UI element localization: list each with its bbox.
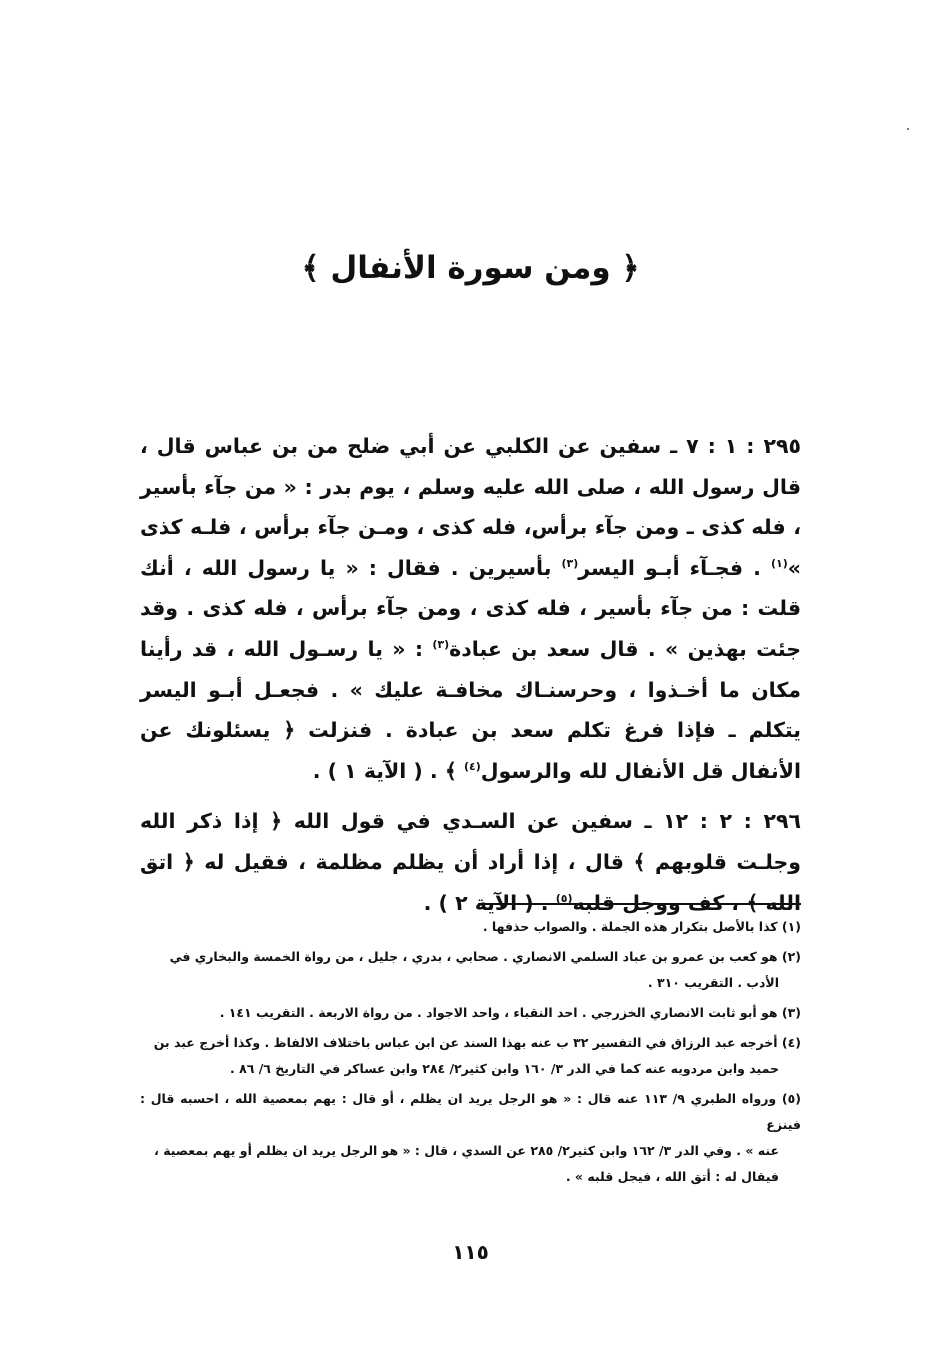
footnote-ref-2: (٣): [561, 556, 579, 570]
hadith-295-text-2: . فجـآء أبـو اليسر: [578, 555, 771, 580]
footnote-line: (٥) ورواه الطبري ٩/ ١١٣ عنه قال : « هو الرجل يريد ان يظلم ، أو قال : يهم بمعصية الله ، احسبه قال : فينزع: [140, 1091, 801, 1132]
footnote-ref-1: (١): [770, 556, 788, 570]
footnote-line: حميد وابن مردويه عنه كما في الدر ٣/ ١٦٠ وابن كثير٢/ ٢٨٤ وابن عساكر في التاريخ ٦/ ٨٦ .: [230, 1061, 779, 1076]
footnote-line: (١) كذا بالأصل بتكرار هذه الجملة . والصواب حذفها .: [482, 919, 801, 934]
scan-speck: [907, 128, 909, 130]
footnote-3: [140, 1000, 801, 1026]
footnote-5: [140, 1086, 801, 1190]
hadith-295-text-5: ﴾ . ( الآية ١ ) .: [312, 758, 464, 783]
hadith-295-text-1: ٢٩٥ : ١ : ٧ ـ سفين عن الكلبي عن أبي ضلح من بن عباس قال ، قال رسول الله ، صلى الله عليه وسلم ، يوم بدر : « من جآء بأسير ، فله كذى ـ ومن جآء برأس، فله كذى ، ومـن جآء برأس ، فلـه كذى »: [140, 434, 801, 580]
footnote-line: (٣) هو أبو ثابت الانصاري الخزرجي . احد النقباء ، واحد الاجواد . من رواة الاربعة . التقريب ١٤١ .: [219, 1005, 801, 1020]
footnote-ref-4: (٤): [463, 759, 481, 773]
footnote-1: [140, 914, 801, 940]
footnote-4: [140, 1030, 801, 1082]
footnote-line: عنه » . وفي الدر ٣/ ١٦٢ وابن كثير٢/ ٢٨٥ عن السدي ، قال : « هو الرجل يريد ان يظلم أو يهم بمعصية ،: [154, 1143, 779, 1158]
footnote-line: (٤) أخرجه عبد الرزاق في التفسير ٣٢ ب عنه بهذا السند عن ابن عباس باختلاف الالفاظ . وكذا أخرج عبد بن: [153, 1035, 801, 1050]
hadith-296-text-1: ٢٩٦ : ٢ : ١٢ ـ سفين عن السـدي في قول الله ﴿ إذا ذكر الله وجلـت قلوبهم ﴾ قال ، إذا أراد أن يظلم مظلمة ، فقيل له ﴿ اتق الله ﴾ ، كف ووجل قلبه: [140, 809, 801, 915]
footnote-line: (٢) هو كعب بن عمرو بن عباد السلمي الانصاري . صحابي ، بدري ، جليل ، من رواة الخمسة والبخاري في: [169, 949, 801, 964]
page-number: ١١٥: [452, 1240, 489, 1264]
footnotes: [140, 914, 801, 1194]
hadith-295: [140, 426, 801, 791]
footnote-line: الأدب . التقريب ٣١٠ .: [647, 975, 779, 990]
footnote-line: فيقال له : أتق الله ، فيجل قلبه » .: [565, 1169, 779, 1184]
main-text: [140, 426, 801, 933]
hadith-296-text-2: . ( الآية ٢ ) .: [423, 890, 556, 915]
surah-heading: ﴿ ومن سورة الأنفال ﴾: [301, 250, 640, 286]
footnote-ref-5: (٥): [555, 891, 573, 905]
hadith-295-text-4: : « يا رسـول الله ، قد رأينا مكان ما أخـذوا ، وحرسنـاك مخافـة عليك » . فجعـل أبـو اليسر يتكلم ـ فإذا فرغ تكلم سعد بن عبادة . فنزلت ﴿ يسئلونك عن الأنفال قل الأنفال لله والرسول: [140, 636, 801, 783]
hadith-295-text-3: بأسيرين . فقال : « يا رسول الله ، أنك قلت : من جآء بأسير ، فله كذى ، ومن جآء برأس ، فله كذى . وقد جئت بهذين » . قال سعد بن عبادة: [140, 555, 801, 661]
footnote-2: [140, 944, 801, 996]
footnote-ref-3: (٣): [432, 638, 450, 652]
footnote-separator: [478, 903, 801, 905]
